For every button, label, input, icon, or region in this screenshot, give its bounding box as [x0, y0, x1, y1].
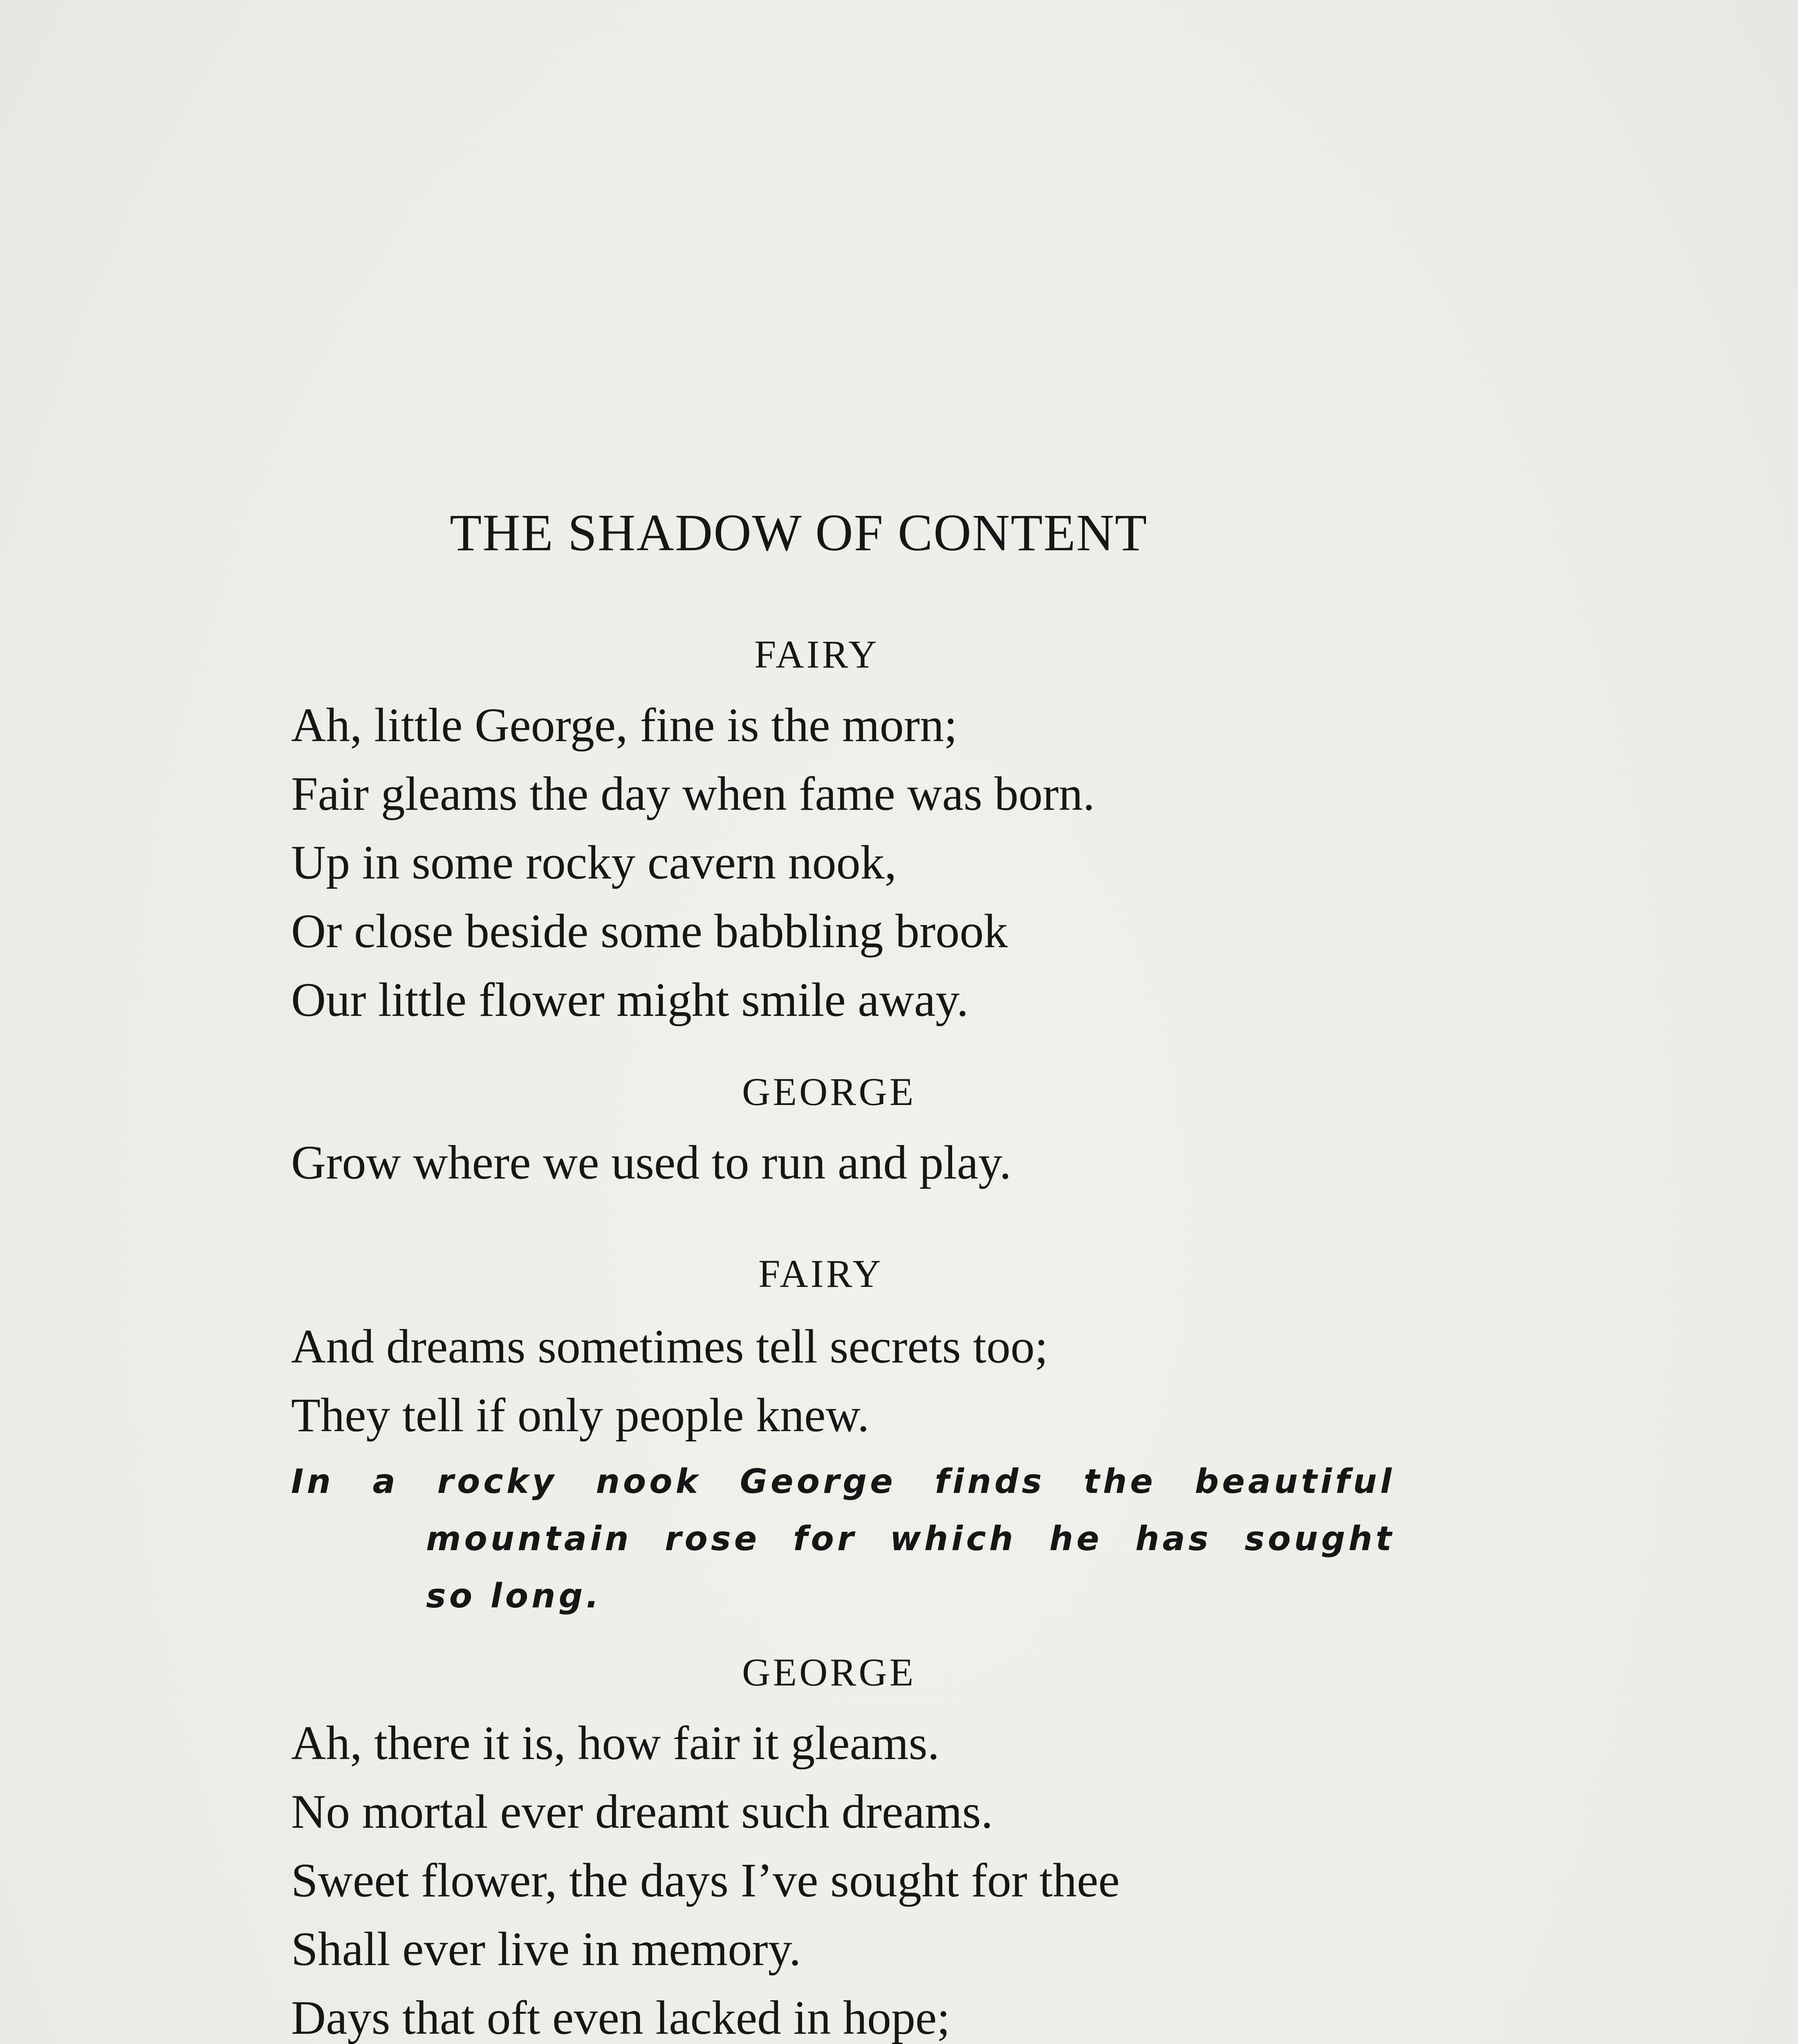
- verse-line: Or close beside some babbling brook: [291, 904, 1008, 958]
- verse-line: Fair gleams the day when fame was born.: [291, 767, 1095, 820]
- verse-line: And dreams sometimes tell secrets too;: [291, 1320, 1048, 1373]
- speaker-fairy: FAIRY: [754, 632, 879, 676]
- verse-line: Our little flower might smile away.: [291, 973, 969, 1026]
- speaker-fairy: FAIRY: [758, 1252, 883, 1295]
- stage-direction-line: so long.: [426, 1577, 602, 1616]
- verse-fairy-2: [291, 1312, 1640, 1450]
- verse-line: Sweet flower, the days I’ve sought for thee: [291, 1853, 1120, 1907]
- verse-line: Grow where we used to run and play.: [291, 1136, 1011, 1189]
- verse-fairy-1: [291, 691, 1640, 1034]
- verse-line: Up in some rocky cavern nook,: [291, 836, 897, 889]
- stage-direction-line: In a rocky nook George finds the beautiful: [291, 1462, 1395, 1501]
- page-title: THE SHADOW OF CONTENT: [450, 504, 1148, 562]
- verse-line: Ah, there it is, how fair it gleams.: [291, 1716, 940, 1770]
- stage-direction: [291, 1453, 1395, 1625]
- speaker-george: GEORGE: [742, 1070, 916, 1114]
- verse-line: No mortal ever dreamt such dreams.: [291, 1785, 993, 1838]
- verse-line: Ah, little George, fine is the morn;: [291, 698, 957, 752]
- stage-direction-line: mountain rose for which he has sought: [426, 1520, 1395, 1558]
- verse-line: They tell if only people knew.: [291, 1388, 870, 1442]
- verse-line: Days that oft even lacked in hope;: [291, 1991, 951, 2044]
- verse-george-1: [291, 1128, 1640, 1197]
- verse-george-2: [291, 1709, 1640, 2044]
- verse-line: Shall ever live in memory.: [291, 1922, 801, 1976]
- speaker-george: GEORGE: [742, 1650, 916, 1694]
